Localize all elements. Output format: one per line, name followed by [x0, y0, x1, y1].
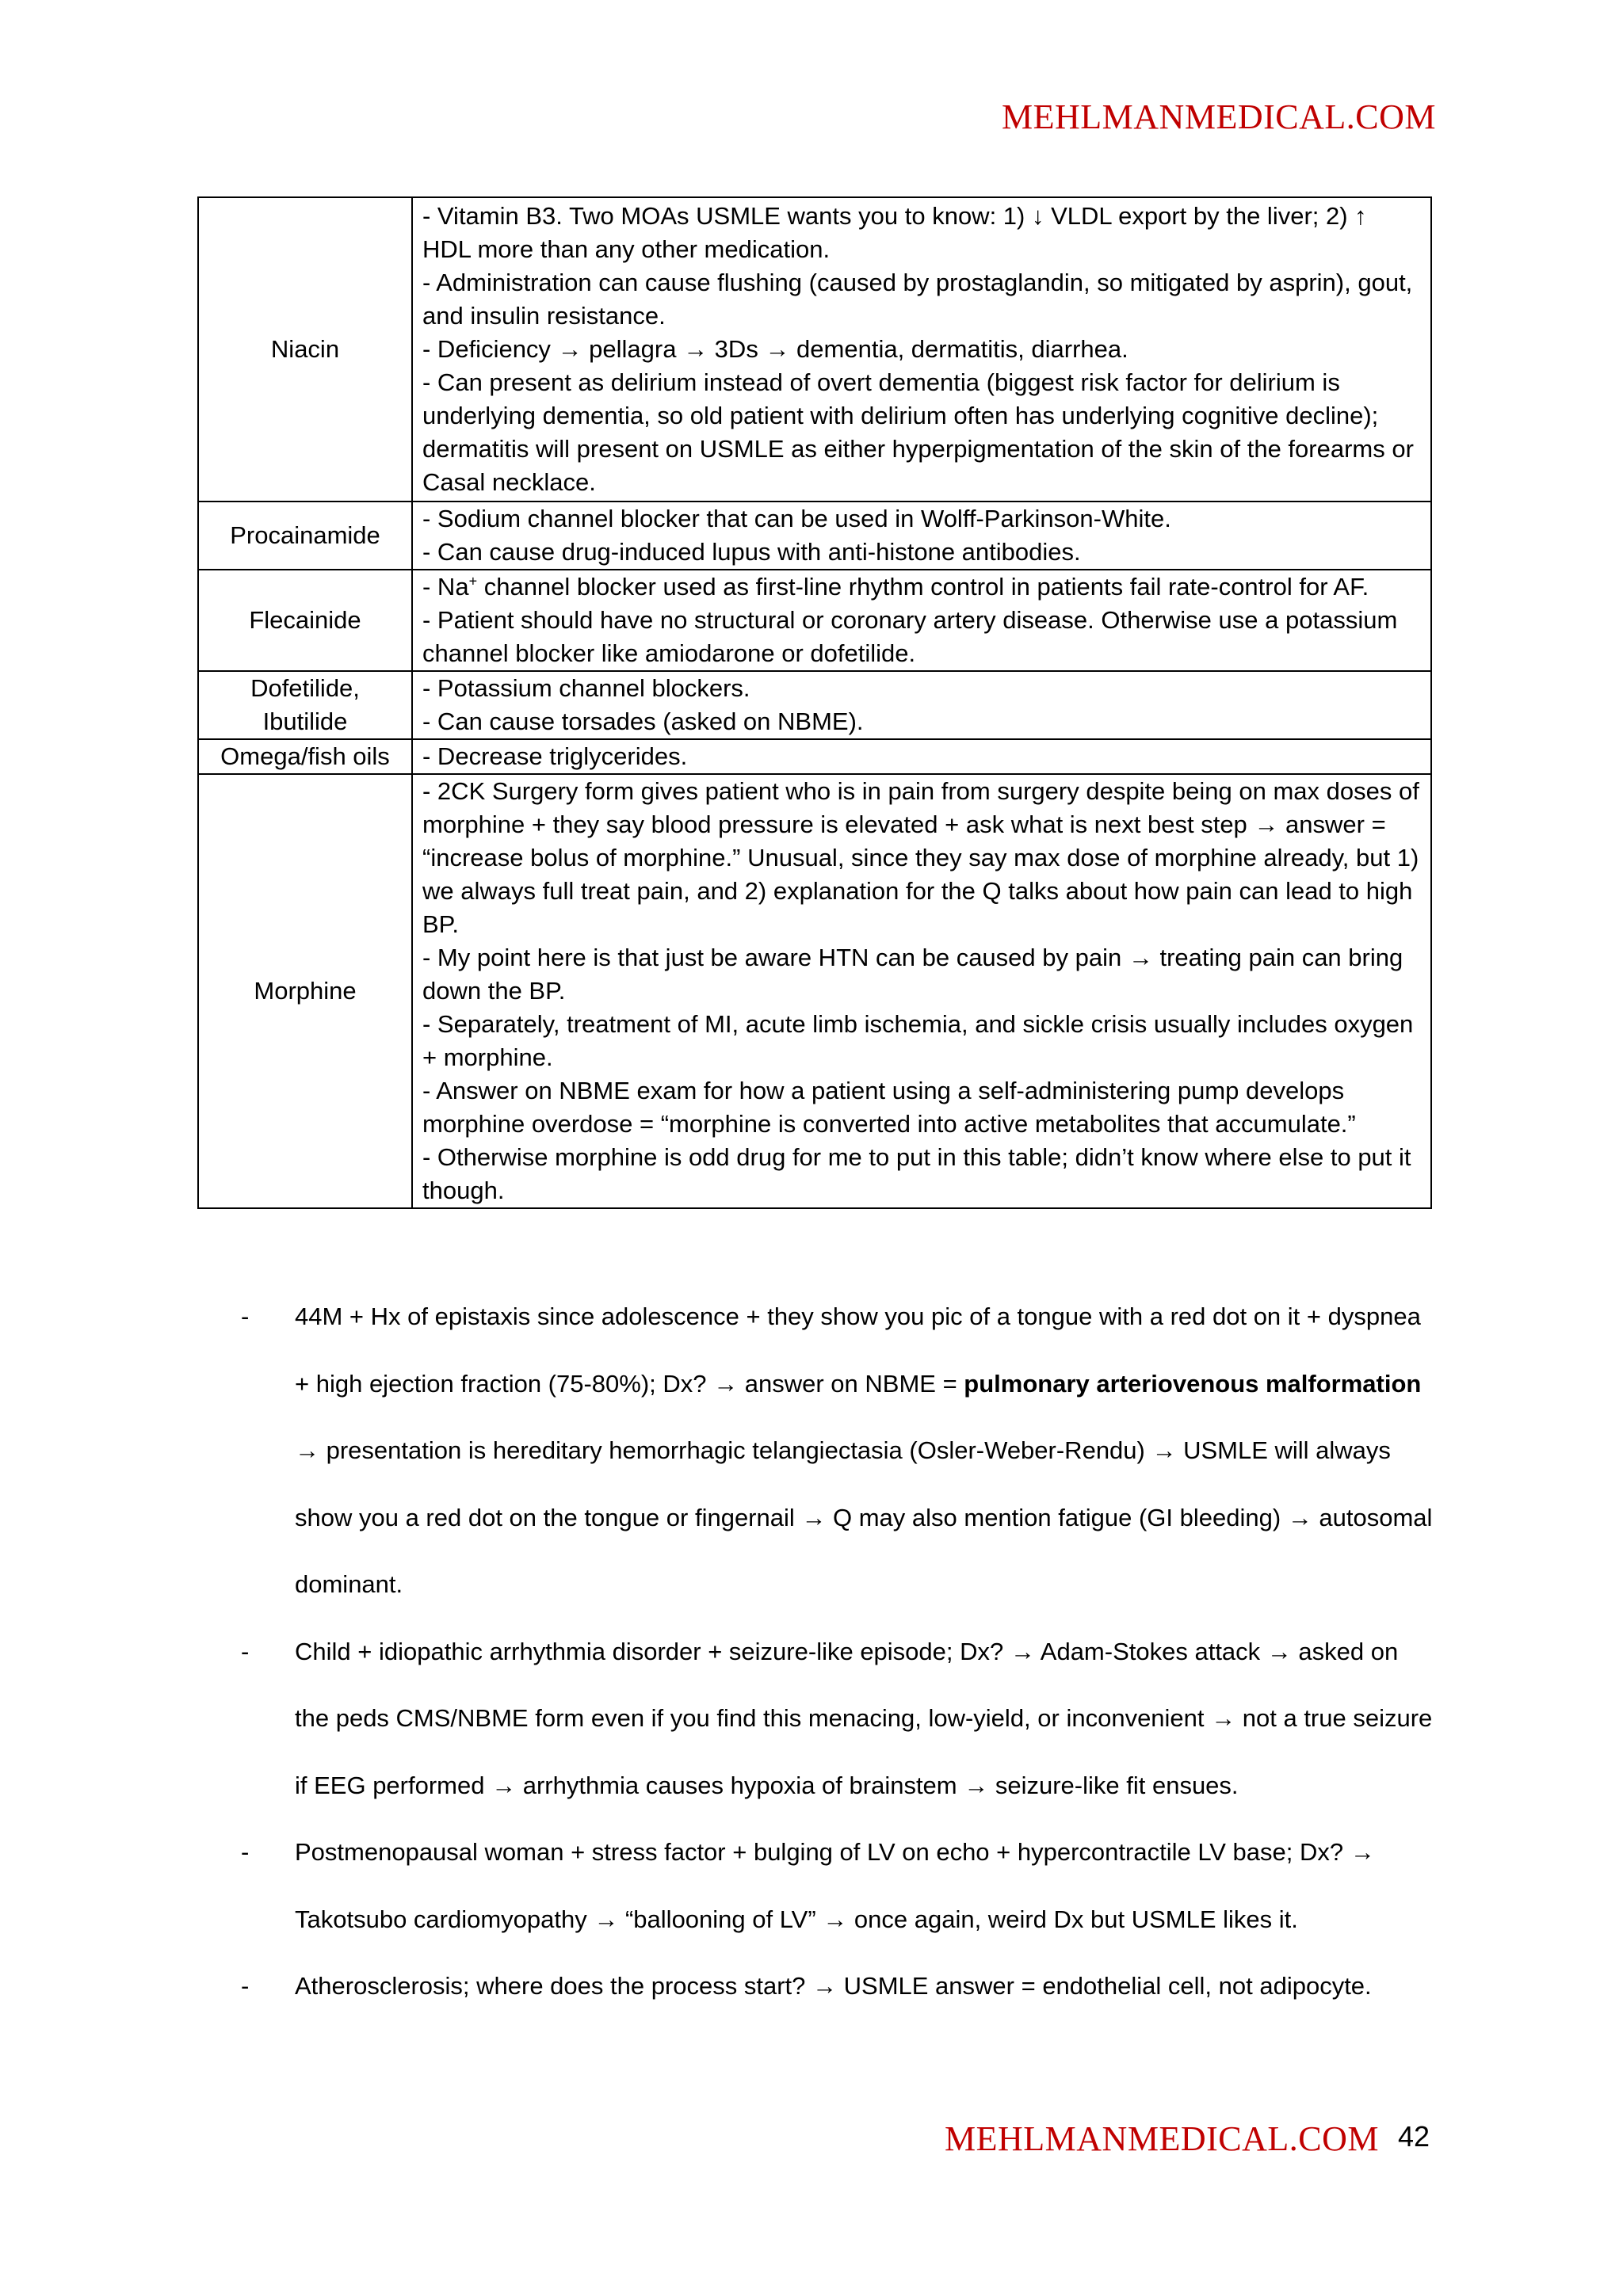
- drug-name: Omega/fish oils: [198, 739, 412, 774]
- drug-name: Procainamide: [198, 502, 412, 570]
- bullet-list: [241, 1283, 1438, 2020]
- bullet-dash: -: [241, 1838, 250, 1866]
- header-brand: MEHLMANMEDICAL.COM: [1002, 97, 1436, 136]
- note-line: - Can present as delirium instead of overt dementia (biggest risk factor for delirium is underlying dementia, so old patient with delirium often has underlying cognitive decline); dermatitis will present on USMLE as either hyperpigmentation of the skin of the forearms or Casal necklace.: [422, 368, 1414, 496]
- list-item: [241, 1283, 1438, 1619]
- note-line: [422, 570, 1421, 604]
- bold-diagnosis: pulmonary arteriovenous malformation: [964, 1369, 1422, 1398]
- bullet-dash: -: [241, 1302, 250, 1330]
- note-line: - Can cause drug-induced lupus with anti-histone antibodies.: [422, 538, 1081, 566]
- drug-notes: [412, 671, 1431, 739]
- note-line: - Otherwise morphine is odd drug for me to put in this table; didn’t know where else to put it though.: [422, 1143, 1411, 1204]
- bullet-text: Child + idiopathic arrhythmia disorder + seizure-like episode; Dx? → Adam-Stokes attack → asked on the peds CMS/NBME form even if you find this menacing, low-yield, or inconvenient → not a true seizure if EEG performed → arrhythmia causes hypoxia of brainstem → seizure-like fit ensues.: [295, 1637, 1433, 1799]
- table-row: [198, 502, 1431, 570]
- note-line: - My point here is that just be aware HTN can be caused by pain → treating pain can bring down the BP.: [422, 944, 1403, 1005]
- table-row: [198, 197, 1431, 502]
- bullet-dash: -: [241, 1972, 250, 2000]
- bullet-text: Postmenopausal woman + stress factor + bulging of LV on echo + hypercontractile LV base; Dx? → Takotsubo cardiomyopathy → “ballooning of LV” → once again, weird Dx but USMLE likes it.: [295, 1838, 1375, 1933]
- drug-name: Niacin: [198, 197, 412, 502]
- table-row: [198, 671, 1431, 739]
- table-row: [198, 774, 1431, 1208]
- drug-table: [197, 196, 1432, 1209]
- note-line: - Decrease triglycerides.: [422, 742, 688, 770]
- note-line: - Sodium channel blocker that can be used in Wolff-Parkinson-White.: [422, 505, 1171, 532]
- drug-notes: [412, 197, 1431, 502]
- footer-brand: MEHLMANMEDICAL.COM: [945, 2119, 1379, 2158]
- superscript: +: [468, 573, 478, 589]
- drug-name: Dofetilide, Ibutilide: [198, 671, 412, 739]
- drug-notes: [412, 502, 1431, 570]
- bullet-dash: -: [241, 1637, 250, 1665]
- note-line: - Potassium channel blockers.: [422, 674, 750, 702]
- drug-notes: [412, 570, 1431, 671]
- note-line: - Separately, treatment of MI, acute limb ischemia, and sickle crisis usually includes oxygen + morphine.: [422, 1010, 1414, 1071]
- note-line: - Answer on NBME exam for how a patient using a self-administering pump develops morphine overdose = “morphine is converted into active metabolites that accumulate.”: [422, 1077, 1356, 1138]
- list-item: [241, 1819, 1438, 1953]
- bullet-text: Atherosclerosis; where does the process start? → USMLE answer = endothelial cell, not adipocyte.: [295, 1972, 1372, 2000]
- note-line: - 2CK Surgery form gives patient who is in pain from surgery despite being on max doses of morphine + they say blood pressure is elevated + ask what is next best step → answer = “increase bolus of morphine.” Unusual, since they say max dose of morphine already, but 1) we always full treat pain, and 2) explanation for the Q talks about how pain can lead to high BP.: [422, 777, 1419, 938]
- note-line: - Vitamin B3. Two MOAs USMLE wants you to know: 1) ↓ VLDL export by the liver; 2) ↑ HDL more than any other medication.: [422, 202, 1367, 263]
- drug-name: Morphine: [198, 774, 412, 1208]
- note-line: - Deficiency → pellagra → 3Ds → dementia, dermatitis, diarrhea.: [422, 335, 1128, 363]
- bullet-text: 44M + Hx of epistaxis since adolescence + they show you pic of a tongue with a red dot on it + dyspnea + high ejection fraction (75-80%); Dx? → answer on NBME =: [295, 1302, 1421, 1398]
- table-row: [198, 570, 1431, 671]
- bullet-text: → presentation is hereditary hemorrhagic telangiectasia (Osler-Weber-Rendu) → USMLE will always show you a red dot on the tongue or fingernail → Q may also mention fatigue (GI bleeding) → autosomal dominant.: [295, 1436, 1433, 1598]
- table-row: [198, 739, 1431, 774]
- list-item: [241, 1953, 1438, 2020]
- drug-name: Flecainide: [198, 570, 412, 671]
- note-text: channel blocker used as first-line rhythm control in patients fail rate-control for AF.: [477, 573, 1369, 601]
- list-item: [241, 1619, 1438, 1820]
- note-line: - Patient should have no structural or coronary artery disease. Otherwise use a potassium channel blocker like amiodarone or dofetilide.: [422, 606, 1398, 667]
- drug-notes: [412, 739, 1431, 774]
- note-line: - Can cause torsades (asked on NBME).: [422, 707, 864, 735]
- page-number: 42: [1398, 2120, 1430, 2153]
- note-text: - Na: [422, 573, 469, 601]
- note-line: - Administration can cause flushing (caused by prostaglandin, so mitigated by asprin), gout, and insulin resistance.: [422, 269, 1413, 330]
- drug-notes: [412, 774, 1431, 1208]
